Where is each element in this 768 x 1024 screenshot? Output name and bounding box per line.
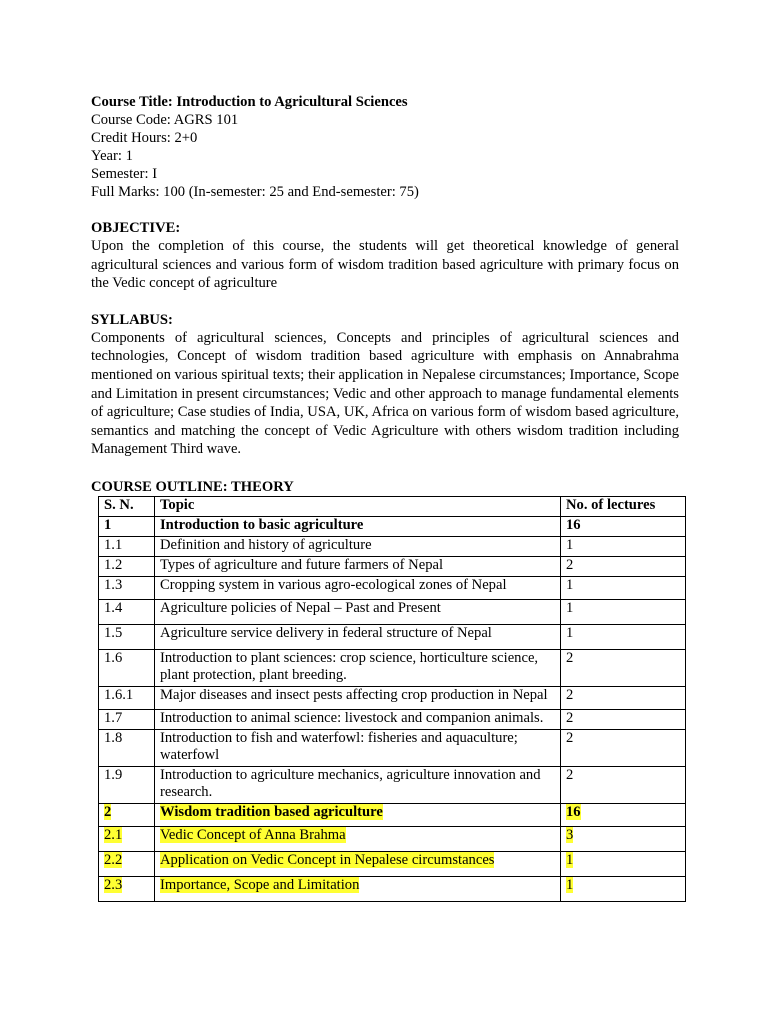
row-topic: Introduction to animal science: livestock and companion animals. [155,710,561,730]
row-topic: Introduction to basic agriculture [155,517,561,537]
row-lectures: 2 [561,710,686,730]
column-header-topic: Topic [155,497,561,517]
row-lectures: 1 [566,877,574,893]
row-sn: 1.3 [99,577,155,600]
table-row [99,557,686,577]
row-sn: 2 [104,804,112,820]
row-lectures: 1 [561,625,686,650]
table-row [99,852,686,877]
row-topic: Introduction to fish and waterfowl: fisheries and aquaculture; waterfowl [155,730,561,767]
table-row [99,730,686,767]
row-topic: Major diseases and insect pests affecting crop production in Nepal [155,687,561,710]
row-topic: Definition and history of agriculture [155,537,561,557]
row-sn: 1.6 [99,650,155,687]
table-row [99,767,686,804]
row-sn: 1.4 [99,600,155,625]
row-sn: 1.6.1 [99,687,155,710]
row-lectures: 3 [566,827,574,843]
row-lectures: 2 [561,557,686,577]
full-marks: Full Marks: 100 (In-semester: 25 and End-semester: 75) [91,184,419,200]
row-topic: Importance, Scope and Limitation [160,877,360,893]
table-row [99,687,686,710]
row-sn: 1.2 [99,557,155,577]
row-sn: 2.3 [104,877,123,893]
row-lectures: 16 [566,804,581,820]
row-lectures: 2 [561,730,686,767]
row-lectures: 2 [561,767,686,804]
row-topic: Vedic Concept of Anna Brahma [160,827,346,843]
table-row [99,650,686,687]
row-topic: Agriculture policies of Nepal – Past and Present [155,600,561,625]
row-topic: Application on Vedic Concept in Nepalese circumstances [160,852,495,868]
row-sn: 1.1 [99,537,155,557]
objective-text: Upon the completion of this course, the students will get theoretical knowledge of general agricultural sciences and various form of wisdom tradition based agriculture with primary focus on the Vedic concept of agriculture [91,238,679,292]
row-lectures: 1 [561,577,686,600]
row-sn: 1 [99,517,155,537]
row-lectures: 2 [561,650,686,687]
course-outline-heading: COURSE OUTLINE: THEORY [91,479,294,495]
syllabus-heading: SYLLABUS: [91,311,173,328]
table-row [99,877,686,902]
row-topic: Agriculture service delivery in federal structure of Nepal [155,625,561,650]
row-topic: Types of agriculture and future farmers of Nepal [155,557,561,577]
row-lectures: 1 [566,852,574,868]
semester: Semester: I [91,166,158,182]
column-header-sn: S. N. [99,497,155,517]
course-code: Course Code: AGRS 101 [91,112,239,128]
course-document [91,93,679,459]
course-title: Course Title: Introduction to Agricultural Sciences [91,94,408,110]
table-header-row [99,497,686,517]
credit-hours: Credit Hours: 2+0 [91,130,198,146]
syllabus-text: Components of agricultural sciences, Concepts and principles of agricultural sciences and technologies, Concept of wisdom tradition based agriculture with emphasis on Annabrahma mentioned on various spiritual texts; their application in Nepalese circumstances; Importance, Scope and Limitation in present circumstances; Vedic and other approach to manage fundamental elements of agriculture; Case studies of India, USA, UK, Africa on various form of wisdom based agriculture, semantics and matching the concept of Vedic Agriculture with others wisdom tradition including Management Third wave. [91,329,679,458]
year: Year: 1 [91,148,133,164]
row-sn: 1.5 [99,625,155,650]
row-sn: 2.1 [104,827,123,843]
row-sn: 2.2 [104,852,123,868]
table-row [99,804,686,827]
table-row [99,517,686,537]
table-row [99,577,686,600]
table-row [99,827,686,852]
row-sn: 1.7 [99,710,155,730]
table-row [99,537,686,557]
row-sn: 1.8 [99,730,155,767]
course-outline-table [98,496,686,902]
row-topic: Cropping system in various agro-ecological zones of Nepal [155,577,561,600]
table-row [99,710,686,730]
table-row [99,600,686,625]
objective-heading: OBJECTIVE: [91,220,181,236]
row-sn: 1.9 [99,767,155,804]
row-topic: Introduction to plant sciences: crop science, horticulture science, plant protection, plant breeding. [155,650,561,687]
column-header-lectures: No. of lectures [561,497,686,517]
table-row [99,625,686,650]
row-lectures: 1 [561,537,686,557]
row-lectures: 2 [561,687,686,710]
row-topic: Introduction to agriculture mechanics, agriculture innovation and research. [155,767,561,804]
row-topic: Wisdom tradition based agriculture [160,804,383,820]
row-lectures: 16 [561,517,686,537]
row-lectures: 1 [561,600,686,625]
